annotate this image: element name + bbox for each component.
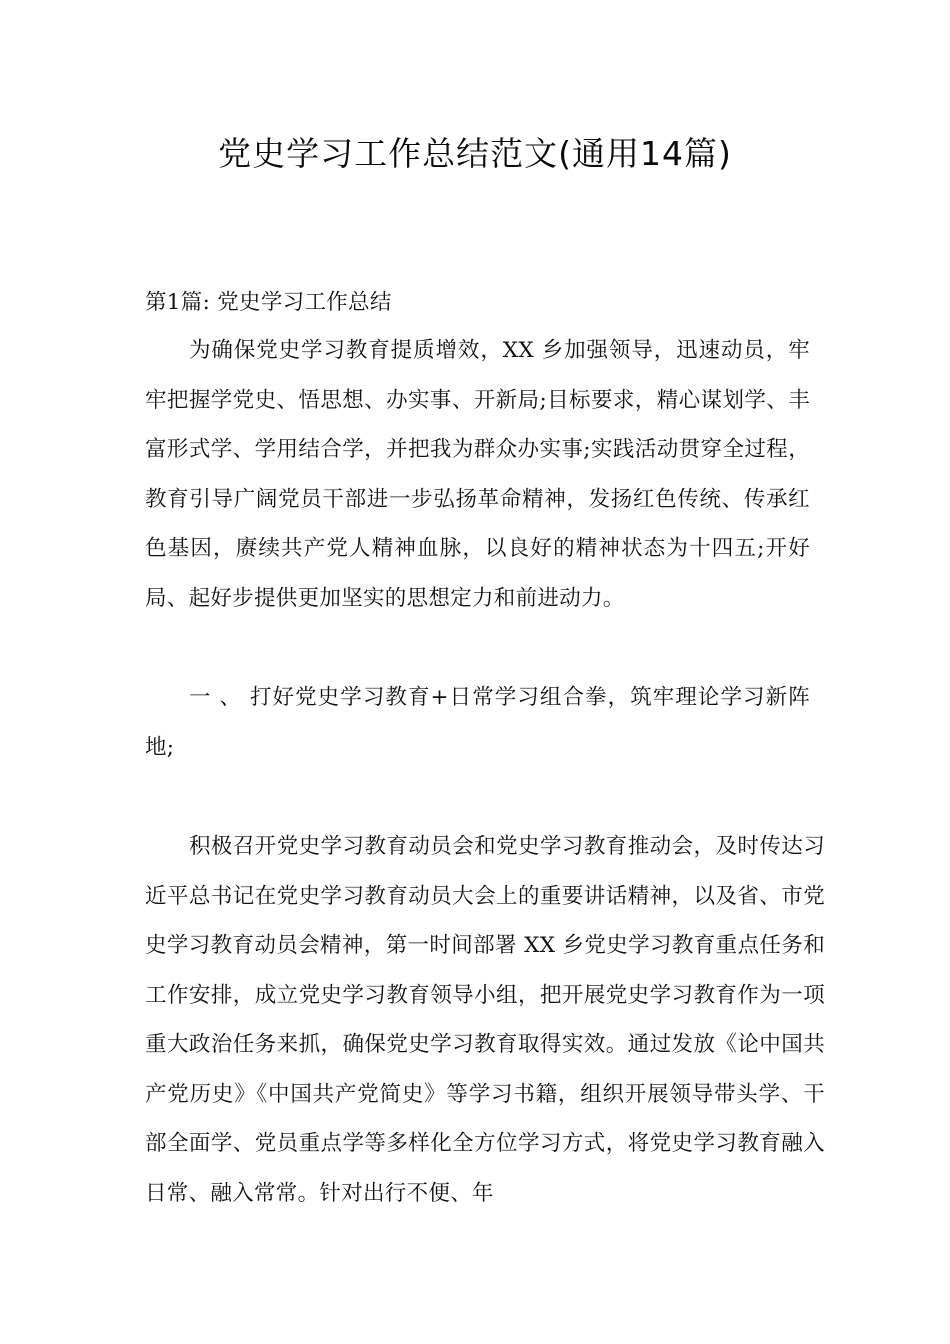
subheading-one: 一 、 打好党史学习教育+日常学习组合拳，筑牢理论学习新阵地;	[145, 685, 810, 760]
section-title: 第1篇: 党史学习工作总结	[145, 290, 392, 315]
paragraph-body: 积极召开党史学习教育动员会和党史学习教育推动会，及时传达习近平总书记在党史学习教育动员大会上的重要讲话精神，以及省、市党史学习教育动员会精神，第一时间部署 XX 乡党史学习教育重点任务和工作安排，成立党史学习教育领导小组，把开展党史学习教育作为一项重大政治任务来抓，确保党史学习教育取得实效。通过发放《论中国共产党历史》《中国共产党简史》等学习书籍，组织开展领导带头学、干部全面学、党员重点学等多样化全方位学习方式，将党史学习教育融入日常、融入常常。针对出行不便、年	[145, 834, 825, 1206]
document-title: 党史学习工作总结范文(通用14篇)	[218, 134, 732, 173]
paragraph-intro: 为确保党史学习教育提质增效，XX 乡加强领导，迅速动员，牢牢把握学党史、悟思想、办实事、开新局;目标要求，精心谋划学、丰富形式学、学用结合学，并把我为群众办实事;实践活动贯穿全过程，教育引导广阔党员干部进一步弘扬革命精神，发扬红色传统、传承红色基因，赓续共产党人精神血脉，以良好的精神状态为十四五;开好局、起好步提供更加坚实的思想定力和前进动力。	[145, 338, 810, 611]
